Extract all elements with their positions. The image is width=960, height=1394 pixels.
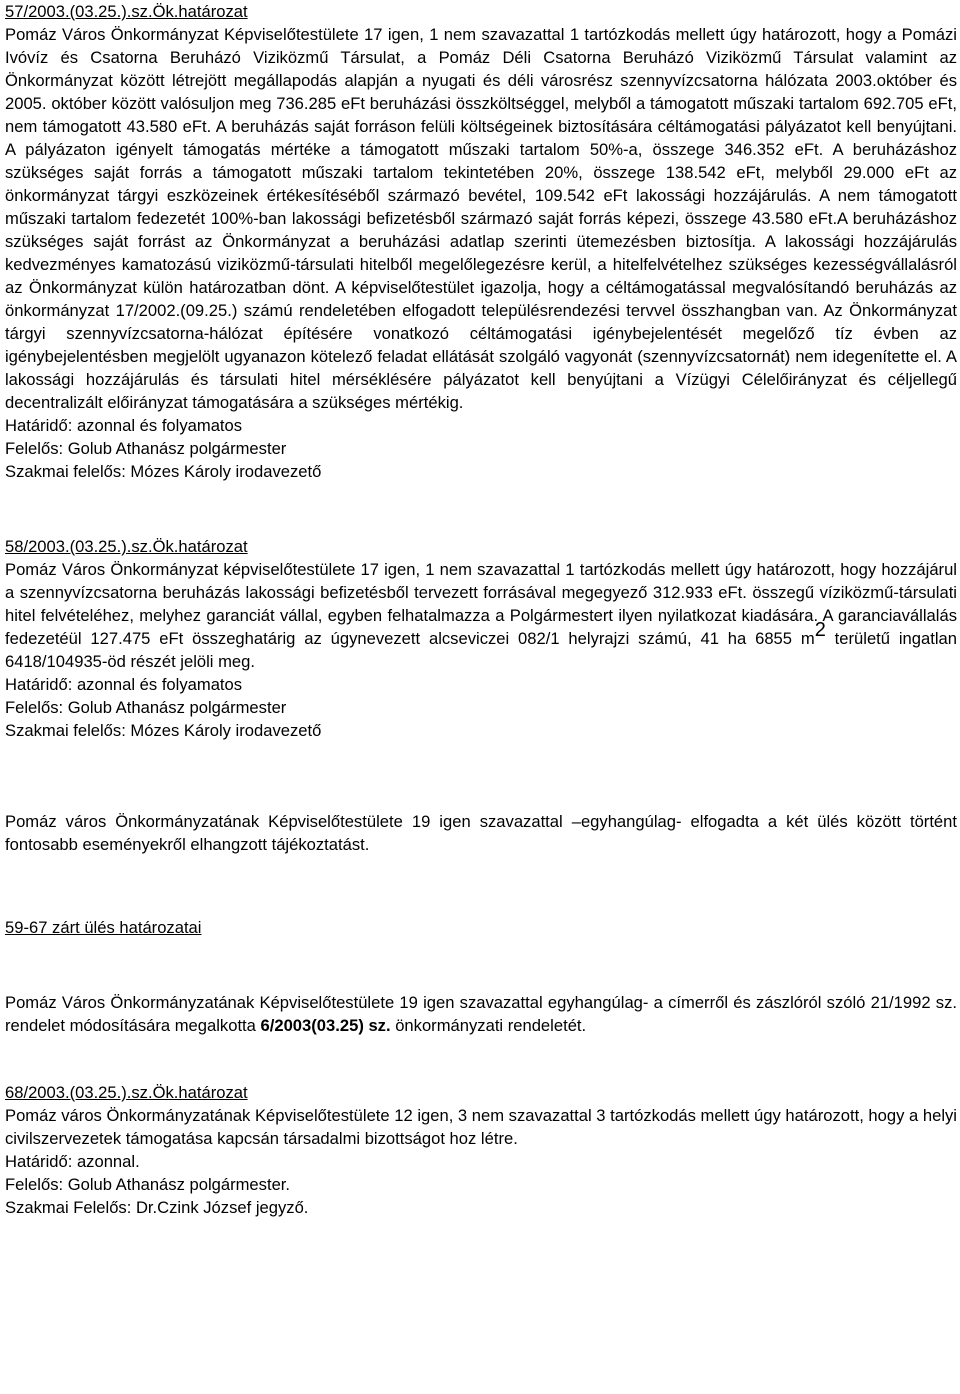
resolution-body-text: Pomáz Város Önkormányzat képviselőtestülete 17 igen, 1 nem szavazattal 1 tartózkodás mellett úgy határozott, hogy hozzájárul a szennyvízcsatorna beruházás lakossági befizetésből tervezett forrásával megegyező 312.933 eFt. összegű víziközmű-társulati hitel felvételéhez, melyhez garanciát vállal, egyben felhatalmazza a Polgármestert ilyen nyilatkozat kiadására. A garanciavállalás fedezetéül 127.475 eFt összeghatárig az úgynevezett alcseviczei 082/1 helyrajzi számú, 41 ha 6855 m (5, 560, 957, 648)
deadline-line: Határidő: azonnal. (5, 1152, 140, 1171)
closed-session-heading: 59-67 zárt ülés határozatai (5, 918, 202, 937)
resolution-heading: 57/2003.(03.25.).sz.Ök.határozat (5, 2, 248, 21)
crest-decree-paragraph (5, 991, 957, 1037)
resolution-heading: 68/2003.(03.25.).sz.Ök.határozat (5, 1083, 248, 1102)
resolution-body: Pomáz Város Önkormányzat Képviselőtestülete 17 igen, 1 nem szavazattal 1 tartózkodás mellett úgy határozott, hogy a Pomázi Ivóvíz és Csatorna Beruházó Viziközmű Társulat, a Pomáz Déli Csatorna Beruházó Viziközmű Társulat valamint az Önkormányzat között létrejött megállapodás alapján a nyugati és déli városrész szennyvízcsatorna hálózata 2003.október és 2005. október között valósuljon meg 736.285 eFt beruházási összköltséggel, melyből a támogatott műszaki tartalom 692.705 eFt, nem támogatott 43.580 eFt. A beruházás saját forráson felüli költségeinek biztosítására céltámogatási pályázatot kell benyújtani. A pályázaton igényelt támogatás mértéke a támogatott műszaki tartalom 50%-a, összege 346.352 eFt. A beruházáshoz szükséges saját forrás a támogatott műszaki tartalom tekintetében 20%, összege 138.542 eFt, melyből 29.000 eFt az önkormányzat tárgyi eszközeinek értékesítéséből származó bevétel, 109.542 eFt lakossági hozzájárulás. A nem támogatott műszaki tartalom fedezetét 100%-ban lakossági befizetésből származó saját forrás képezi, összege 43.580 eFt.A beruházáshoz szükséges saját forrást az Önkormányzat a beruházási adatlap szerinti ütemezésben biztosítja. A lakossági hozzájárulás kedvezményes kamatozású viziközmű-társulati hitelből megelőlegezésre kerül, a hitelfelvételhez szükséges kezességvállalásról az Önkormányzat külön határozatban dönt. A képviselőtestület igazolja, hogy a céltámogatással megvalósítandó beruházás az önkormányzat 17/2002.(09.25.) számú rendeletében elfogadott településrendezési tervvel összhangban van. Az Önkormányzat tárgyi szennyvízcsatorna-hálózat építésére vonatkozó céltámogatási igénybejelentését megelőző tíz évben az igénybejelentésben megjelölt ugyanazon kötelező feladat ellátását szolgáló vagyonát (szennyvízcsatornát) nem idegenítette el. A lakossági hozzájárulás és társulati hitel mérséklésére pályázatot kell benyújtani a Vízügyi Célelőirányzat és céljellegű decentralizált előirányzat támogatására a szükséges mértékig. (5, 25, 957, 412)
professional-responsible-line: Szakmai Felelős: Dr.Czink József jegyző. (5, 1198, 309, 1217)
resolution-body-text-end: területű ingatlan 6418/104935-öd részét jelöli meg. (5, 629, 957, 671)
responsible-line: Felelős: Golub Athanász polgármester (5, 439, 287, 458)
deadline-line: Határidő: azonnal és folyamatos (5, 675, 243, 694)
responsible-line: Felelős: Golub Athanász polgármester. (5, 1175, 291, 1194)
information-paragraph: Pomáz város Önkormányzatának Képviselőtestülete 19 igen szavazattal –egyhangúlag- elfogadta a két ülés között történt fontosabb eseményekről elhangzott tájékoztatást. (5, 812, 957, 854)
resolution-body (5, 558, 957, 673)
resolution-58 (5, 535, 957, 742)
decree-number: 6/2003(03.25) sz. (260, 1016, 391, 1035)
professional-responsible-line: Szakmai felelős: Mózes Károly irodavezető (5, 462, 322, 481)
resolution-body: Pomáz város Önkormányzatának Képviselőtestülete 12 igen, 3 nem szavazattal 3 tartózkodás mellett úgy határozott, hogy a helyi civilszervezetek támogatása kapcsán társadalmi bizottságot hoz létre. (5, 1106, 957, 1148)
resolution-heading: 58/2003.(03.25.).sz.Ök.határozat (5, 537, 248, 556)
superscript-exponent: 2 (814, 619, 826, 641)
resolution-68 (5, 1081, 957, 1219)
crest-decree-text: Pomáz Város Önkormányzatának Képviselőtestülete 19 igen szavazattal egyhangúlag- a címerről és zászlóról szóló 21/1992 sz. rendelet módosítására megalkotta (5, 993, 957, 1035)
resolution-57 (5, 0, 957, 483)
crest-decree-text-end: önkormányzati rendeletét. (390, 1016, 587, 1035)
responsible-line: Felelős: Golub Athanász polgármester (5, 698, 287, 717)
professional-responsible-line: Szakmai felelős: Mózes Károly irodavezető (5, 721, 322, 740)
document-page (5, 0, 957, 1219)
deadline-line: Határidő: azonnal és folyamatos (5, 416, 243, 435)
